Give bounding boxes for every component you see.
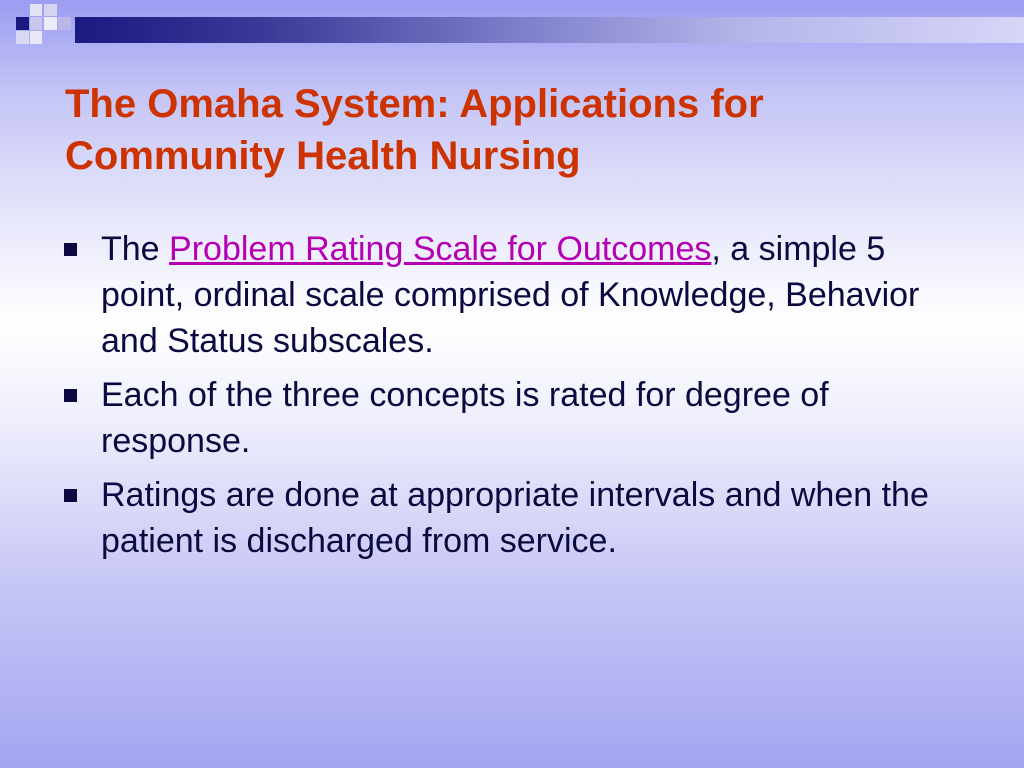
bullet-list bbox=[64, 226, 964, 572]
square-bullet-icon bbox=[64, 389, 77, 402]
dark-square bbox=[16, 17, 29, 30]
slide-title-line2: Community Health Nursing bbox=[65, 134, 581, 178]
light-square bbox=[30, 31, 42, 44]
square-bullet-icon bbox=[64, 243, 77, 256]
light-square bbox=[44, 17, 57, 30]
slide-title bbox=[65, 78, 995, 182]
light-square bbox=[16, 31, 29, 44]
problem-rating-scale-link[interactable]: Problem Rating Scale for Outcomes bbox=[169, 230, 712, 268]
decorative-squares-logo bbox=[0, 0, 80, 52]
bullet-item-concepts-rated bbox=[64, 372, 964, 464]
bullet-suffix-text: , a simple 5 point, ordinal scale comprised of Knowledge, Behavior and Status subscales. bbox=[101, 230, 920, 360]
slide-title-line1: The Omaha System: Applications for bbox=[65, 82, 764, 126]
bullet-item-problem-rating-scale bbox=[64, 226, 964, 364]
bullet-prefix-text: The bbox=[101, 230, 170, 268]
bullet-text: Each of the three concepts is rated for degree of response. bbox=[101, 376, 829, 460]
header-gradient-bar bbox=[75, 17, 1024, 43]
square-bullet-icon bbox=[64, 489, 77, 502]
light-square bbox=[58, 17, 71, 30]
light-square bbox=[30, 17, 42, 30]
bullet-item-ratings-intervals bbox=[64, 472, 964, 564]
light-square bbox=[44, 4, 57, 16]
light-square bbox=[30, 4, 42, 16]
bullet-text: Ratings are done at appropriate intervals and when the patient is discharged from service. bbox=[101, 476, 929, 560]
